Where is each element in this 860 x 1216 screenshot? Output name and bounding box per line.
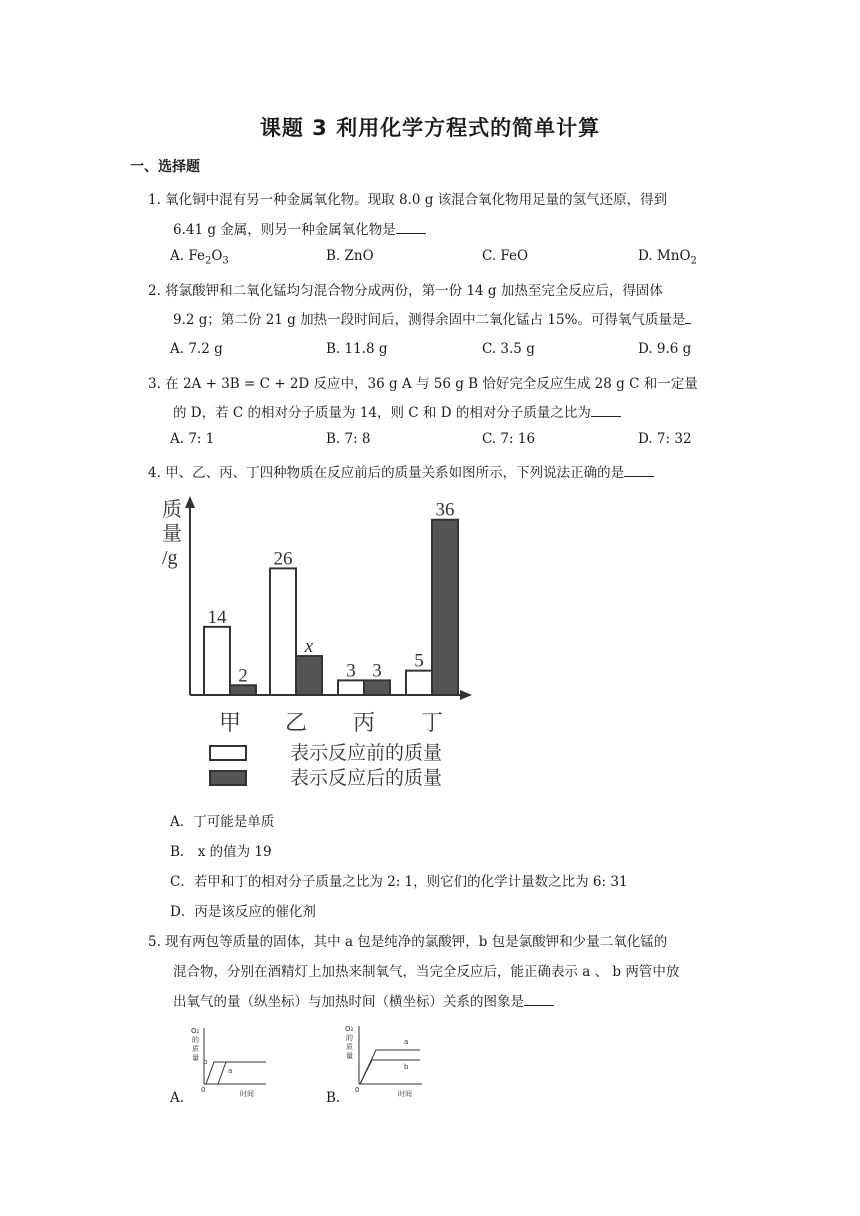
question-3-line-2: 的 D，若 C 的相对分子质量为 14，则 C 和 D 的相对分子质量之比为 [173,401,621,421]
y-axis-title-char-1: 质 [162,499,182,521]
svg-text:0: 0 [355,1086,360,1094]
bar-after-4 [432,520,458,695]
y-axis-title-char-3: /g [162,547,178,569]
page-title: 课题 3 利用化学方程式的简单计算 [259,116,601,140]
question-2-line-2: 9.2 g；第二份 21 g 加热一段时间后，测得余固中二氧化锰占 15%。可得氧气质量是 [173,308,691,328]
question-5-line-2: 混合物，分别在酒精灯上加热来制氧气，当完全反应后，能正确表示 a 、 b 两管中放 [173,964,680,980]
bar-value-label: 3 [372,660,382,682]
legend-label-after: 表示反应后的质量 [290,768,443,789]
category-label: 乙 [284,710,308,735]
q1-option-c: C. FeO [482,248,529,264]
mass-bar-chart [152,490,472,800]
x-axis-arrow [460,690,472,700]
legend-label-before: 表示反应前的质量 [290,743,443,764]
y-axis-arrow [185,496,195,508]
bar-before-4 [406,671,432,695]
question-3-line-1: 3. 在 2A + 3B = C + 2D 反应中，36 g A 与 56 g B 恰好完全反应生成 28 g C 和一定量 [148,376,698,392]
category-label: 甲 [218,710,242,735]
question-5-line-3: 出氧气的量（纵坐标）与加热时间（横坐标）关系的图象是 [173,990,554,1010]
svg-text:的: 的 [192,1036,199,1044]
svg-text:0: 0 [201,1086,206,1094]
q4-option-b: B． x 的值为 19 [170,844,272,860]
svg-text:时间: 时间 [398,1090,412,1098]
q5-option-b-label: B. [326,1090,341,1106]
svg-text:时间: 时间 [240,1090,254,1098]
bar-after-1 [230,685,256,695]
svg-text:量: 量 [192,1054,199,1062]
q3-option-b: B. 7: 8 [326,431,371,447]
bar-after-2 [296,656,322,695]
category-label: 丙 [352,710,376,735]
bar-labels-group [208,500,455,687]
question-2-line-1: 2. 将氯酸钾和二氧化锰均匀混合物分成两份，第一份 14 g 加热至完全反应后，得固体 [148,283,663,299]
answer-blank [624,464,654,477]
svg-text:a: a [404,1038,409,1046]
answer-blank [524,993,554,1006]
question-4-line-1: 4. 甲、乙、丙、丁四种物质在反应前后的质量关系如图所示，下列说法正确的是 [148,461,654,481]
answer-blank [396,221,426,234]
section-heading: 一、选择题 [130,159,200,175]
answer-blank [685,311,691,324]
question-5-line-1: 5. 现有两包等质量的固体，其中 a 包是纯净的氯酸钾，b 包是氯酸钾和少量二氧化锰的 [148,934,668,950]
svg-text:的: 的 [346,1034,353,1042]
bar-value-label: x [304,636,314,658]
q1-option-b: B. ZnO [326,248,374,264]
svg-text:质: 质 [346,1043,353,1051]
svg-text:b: b [203,1058,208,1066]
bar-before-3 [338,680,364,695]
category-labels-group [219,710,443,735]
q2-option-b: B. 11.8 g [326,341,388,357]
q3-option-a: A. 7: 1 [170,431,215,447]
q5-option-a-label: A. [170,1090,185,1106]
question-1-line-1: 1. 氧化铜中混有另一种金属氧化物。现取 8.0 g 该混合氧化物用足量的氢气还原，得到 [148,192,668,208]
q5-option-b-graph [342,1022,424,1099]
bar-before-2 [270,568,296,695]
legend-swatch-before [210,746,246,760]
bar-value-label: 36 [435,499,455,521]
svg-text:O₂: O₂ [191,1027,200,1035]
q5-option-a-graph [188,1024,268,1099]
y-axis-title [162,498,182,569]
q4-option-d: D．丙是该反应的催化剂 [170,904,316,920]
svg-text:a: a [228,1067,233,1075]
q1-option-a: A. $Fe_2O_3$ [170,248,229,267]
q3-option-d: D. 7: 32 [638,431,692,447]
y-axis-title-char-2: 量 [162,523,182,545]
q2-option-c: C. 3.5 g [482,341,535,357]
curve-a [218,1062,226,1084]
svg-text:b: b [404,1063,409,1071]
bar-value-label: 5 [414,650,424,672]
q2-option-d: D. 9.6 g [638,341,692,357]
svg-text:质: 质 [192,1045,199,1053]
curve-b [360,1060,420,1084]
q2-option-a: A. 7.2 g [170,341,223,357]
svg-text:量: 量 [346,1052,353,1060]
bar-value-label: 2 [238,665,248,687]
question-1-line-2: 6.41 g 金属，则另一种金属氧化物是 [173,218,426,238]
q3-option-c: C. 7: 16 [482,431,536,447]
legend-swatch-after [210,771,246,785]
curve-b [206,1062,266,1084]
bar-before-1 [204,627,230,695]
bar-value-label: 26 [273,548,293,570]
q4-option-c: C．若甲和丁的相对分子质量之比为 2: 1，则它们的化学计量数之比为 6: 31 [170,874,628,890]
bar-value-label: 14 [207,606,227,628]
category-label: 丁 [420,710,444,735]
bar-after-3 [364,680,390,695]
bar-value-label: 3 [346,660,356,682]
svg-text:O₂: O₂ [345,1025,354,1033]
q4-option-a: A．丁可能是单质 [170,814,275,830]
q1-option-d: D. MnO$_2$ [638,248,697,267]
answer-blank [591,404,621,417]
